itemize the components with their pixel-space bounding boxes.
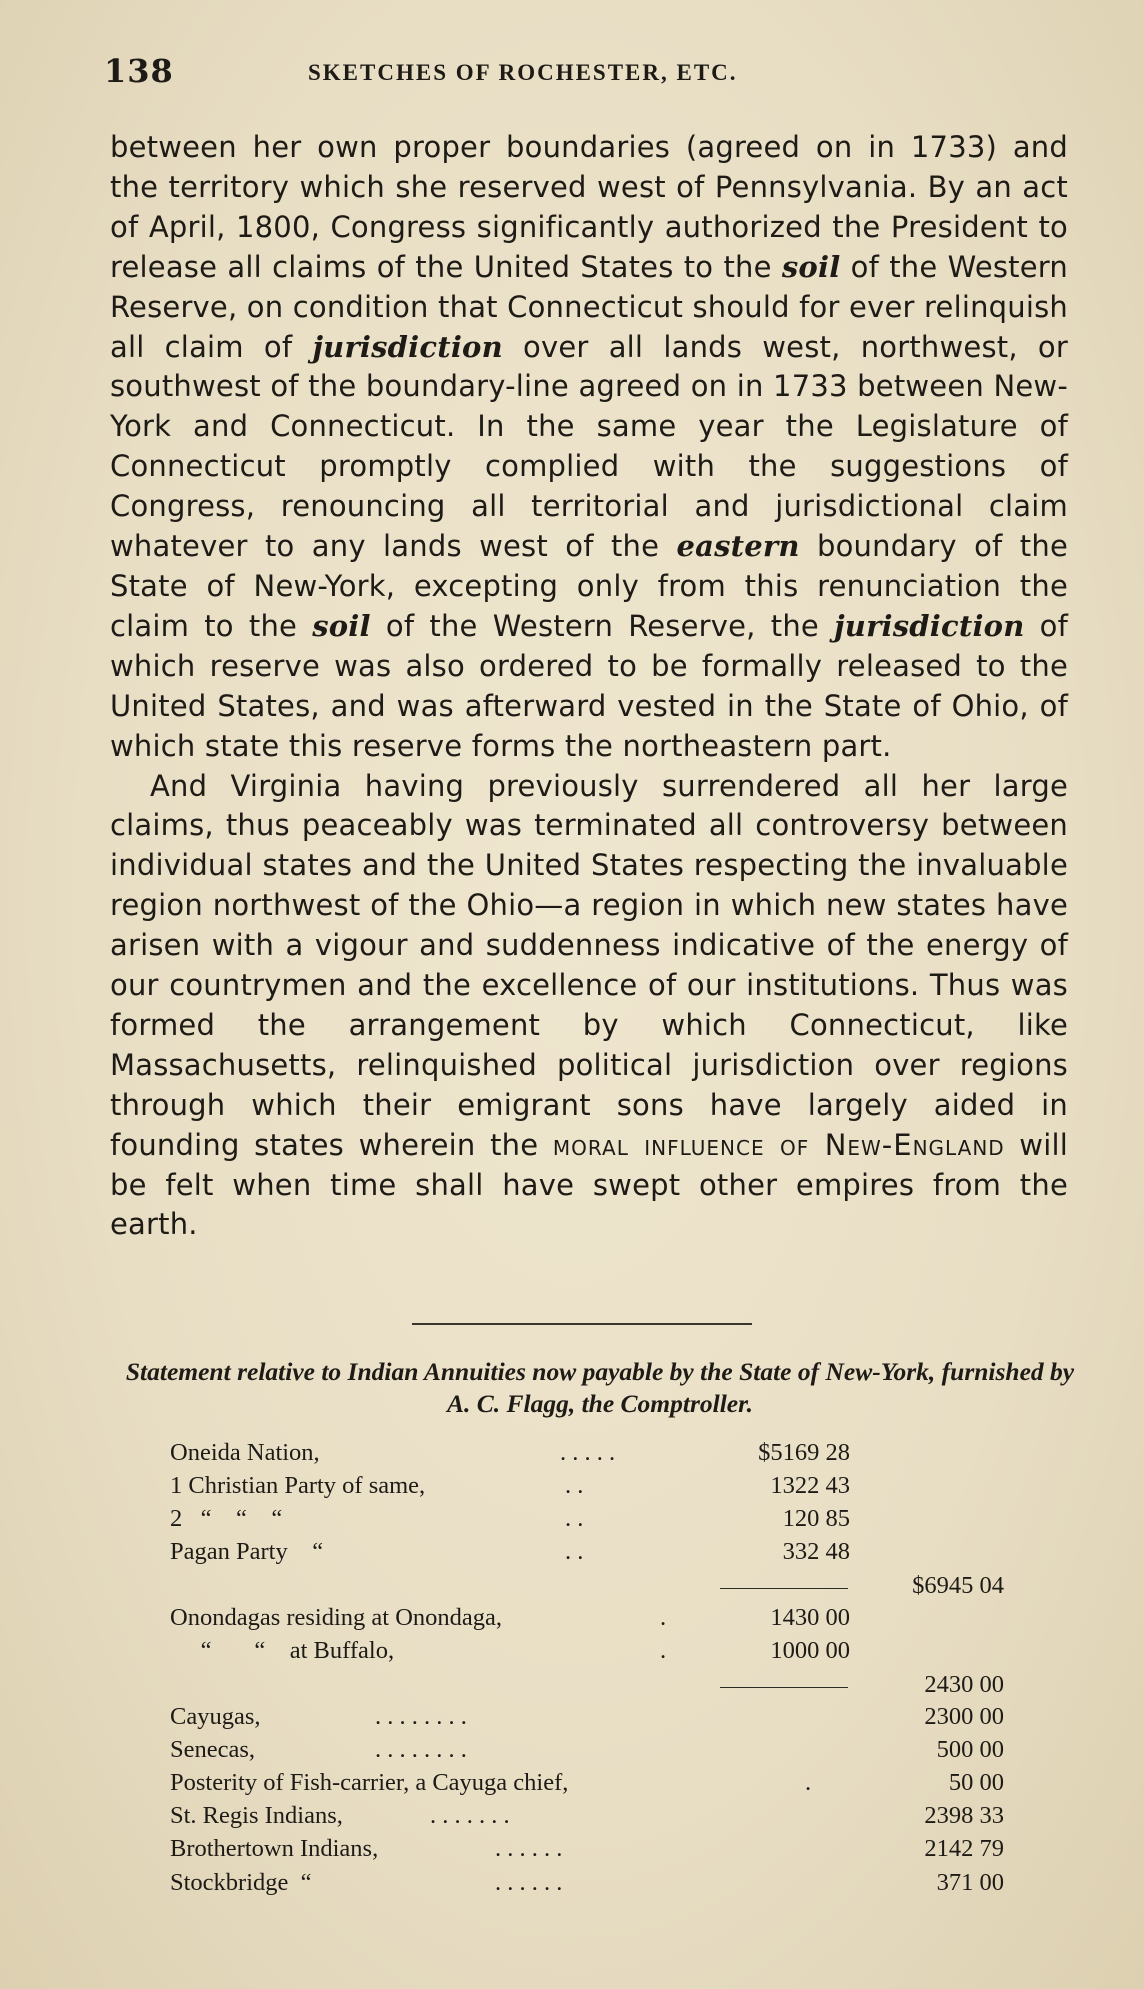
text-run: over all lands west, northwest, or southwest of the boundary-line agreed on in 1733 between New-York and Connecticut. In the same year the Legislature of Connecticut promptly complied with the suggestions of Congress, renouncing all territorial and jurisdictional claim whatever to any lands west of the xyxy=(110,329,1068,564)
dot-leader: . . . . . . . . xyxy=(375,1736,467,1763)
dot-leader: . xyxy=(660,1637,667,1664)
italic-term: jurisdiction xyxy=(312,329,503,364)
dot-leader: . xyxy=(660,1604,667,1631)
row-label: St. Regis Indians, xyxy=(170,1802,343,1829)
subtotal-rule xyxy=(720,1588,848,1589)
text-run: will be felt when time shall have swept other empires from the earth. xyxy=(110,1127,1068,1242)
row-label: 2 “ “ “ xyxy=(170,1505,283,1532)
row-label: Cayugas, xyxy=(170,1703,261,1730)
row-total: $6945 04 xyxy=(912,1572,1004,1599)
text-run: of the Western Reserve, the xyxy=(370,608,835,643)
italic-term: eastern xyxy=(676,529,800,564)
small-caps-phrase: moral influence of New-England xyxy=(552,1127,1005,1162)
text-run: of which reserve was also ordered to be formally released to the United States, and was afterward vested in the State of Ohio, of which state this reserve forms the northeastern part. xyxy=(110,608,1068,763)
subtotal-rule xyxy=(720,1687,848,1688)
text-run: of the Western Reserve, on condition that Connecticut should for ever relinquish all claim of xyxy=(110,249,1068,364)
row-label: Onondagas residing at Onondaga, xyxy=(170,1604,503,1631)
row-amount: 332 48 xyxy=(782,1538,850,1565)
dot-leader: . . . . . . . xyxy=(430,1802,510,1829)
dot-leader: . . . . . xyxy=(560,1439,616,1466)
row-amount: 120 85 xyxy=(782,1505,850,1532)
dot-leader: . . xyxy=(565,1505,584,1532)
dot-leader: . . . . . . . . xyxy=(375,1703,467,1730)
dot-leader: . . . . . . xyxy=(495,1869,563,1896)
row-total: 2300 00 xyxy=(924,1703,1004,1730)
row-total: 500 00 xyxy=(936,1736,1004,1763)
italic-term: soil xyxy=(312,608,371,643)
row-amount: 1000 00 xyxy=(770,1637,850,1664)
row-label: Stockbridge “ xyxy=(170,1869,312,1896)
running-title: SKETCHES OF ROCHESTER, ETC. xyxy=(308,60,738,85)
italic-term: jurisdiction xyxy=(834,608,1025,643)
row-total: 371 00 xyxy=(936,1869,1004,1896)
row-label: Pagan Party “ xyxy=(170,1538,324,1565)
row-label: Senecas, xyxy=(170,1736,256,1763)
row-label: 1 Christian Party of same, xyxy=(170,1472,426,1499)
row-amount: 1322 43 xyxy=(770,1472,850,1499)
dot-leader: . . xyxy=(565,1538,584,1565)
row-label: Oneida Nation, xyxy=(170,1439,320,1466)
row-amount: $5169 28 xyxy=(758,1439,850,1466)
row-total: 2398 33 xyxy=(924,1802,1004,1829)
row-amount: 1430 00 xyxy=(770,1604,850,1631)
italic-term: soil xyxy=(781,249,841,284)
text-run: And Virginia having previously surrendered all her large claims, thus peaceably was terminated all controversy between individual states and the United States respecting the invaluable region northwest of the Ohio—a region in which new states have arisen with a vigour and suddenness indicative of the energy of our countrymen and the excellence of our institutions. Thus was formed the arrangement by which Connecticut, like Massachusetts, relinquished political jurisdiction over regions through which their emigrant sons have largely aided in founding states wherein the xyxy=(110,768,1068,1162)
row-total: 2430 00 xyxy=(924,1671,1004,1698)
dot-leader: . xyxy=(805,1769,812,1796)
row-label: Brothertown Indians, xyxy=(170,1835,379,1862)
row-total: 50 00 xyxy=(948,1769,1004,1796)
table-caption: Statement relative to Indian Annuities now payable by the State of New-York, furnished by A. C. Flagg, the Comptroller. xyxy=(125,1357,1075,1418)
row-label: Posterity of Fish-carrier, a Cayuga chief, xyxy=(170,1769,569,1796)
dot-leader: . . . . . . xyxy=(495,1835,563,1862)
row-label: “ “ at Buffalo, xyxy=(170,1637,395,1664)
dot-leader: . . xyxy=(565,1472,584,1499)
page-number: 138 xyxy=(104,52,174,90)
row-total: 2142 79 xyxy=(924,1835,1004,1862)
text-run: between her own proper boundaries (agreed on in 1733) and the territory which she reserved west of Pennsylvania. By an act of April, 1800, Congress significantly authorized the President to release all claims of the United States to the xyxy=(110,130,1068,284)
text-run: boundary of the State of New-York, excepting only from this renunciation the claim to the xyxy=(110,529,1068,643)
